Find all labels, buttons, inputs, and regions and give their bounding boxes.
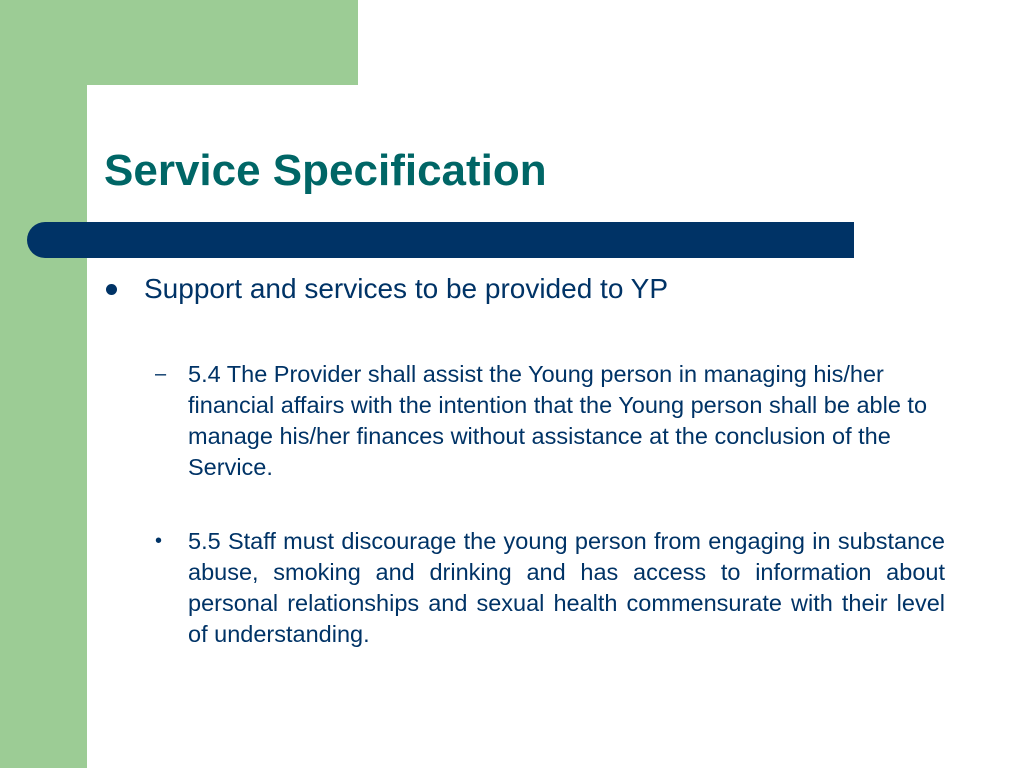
bullet-dot-icon bbox=[106, 284, 117, 295]
dash-marker-icon: – bbox=[155, 363, 167, 385]
green-side-band bbox=[0, 0, 87, 768]
slide-title: Service Specification bbox=[104, 146, 547, 195]
bullet-marker-icon: • bbox=[155, 530, 163, 552]
sub-item-text: 5.5 Staff must discourage the young person from engaging in substance abuse, smoking and drinking and has access to information about personal relationships and sexual health commensurate with their level of understanding. bbox=[188, 528, 945, 647]
green-top-band bbox=[0, 0, 358, 85]
bullet-text: Support and services to be provided to YP bbox=[144, 273, 669, 304]
title-underline-bar bbox=[27, 222, 854, 258]
sub-item-text: 5.4 The Provider shall assist the Young person in managing his/her financial affairs with the intention that the Young person shall be able to manage his/her finances without assistance at the conclusion of the Service. bbox=[188, 361, 928, 480]
